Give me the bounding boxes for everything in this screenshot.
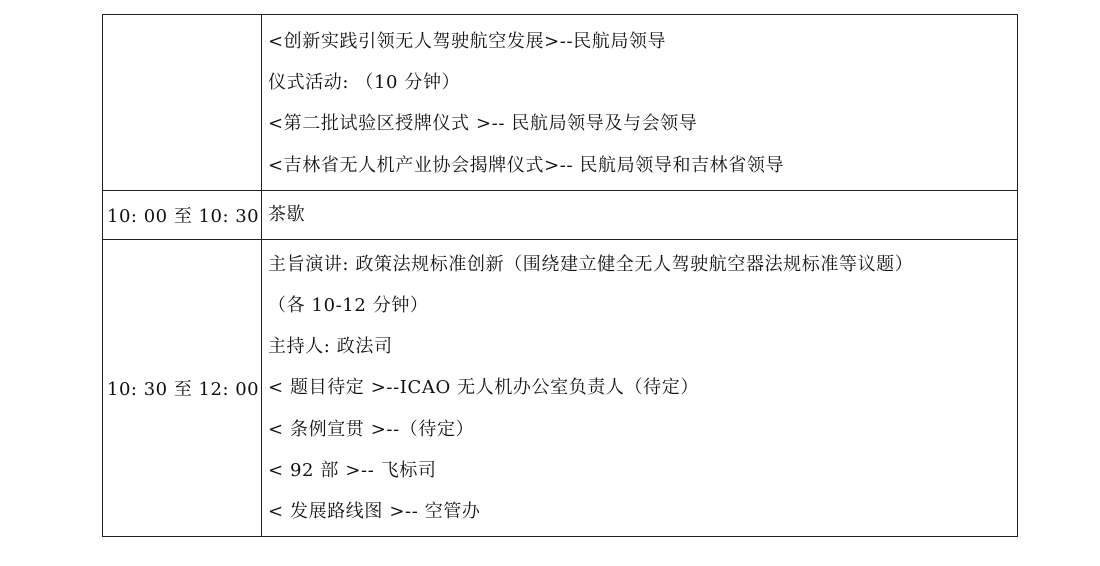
content-cell: [262, 15, 1018, 191]
agenda-line: <第二批试验区授牌仪式 >-- 民航局领导及与会领导: [268, 113, 698, 135]
content-cell: [262, 239, 1018, 536]
agenda-line: < 92 部 >-- 飞标司: [268, 459, 437, 481]
agenda-line: 仪式活动: （10 分钟）: [268, 72, 461, 94]
agenda-table: [102, 14, 1018, 537]
agenda-line: 主持人: 政法司: [268, 336, 393, 358]
agenda-line: < 发展路线图 >-- 空管办: [268, 500, 481, 522]
agenda-line: <吉林省无人机产业协会揭牌仪式>-- 民航局领导和吉林省领导: [268, 154, 785, 176]
agenda-line: 主旨演讲: 政策法规标准创新（围绕建立健全无人驾驶航空器法规标准等议题）: [268, 253, 914, 275]
agenda-line: < 条例宣贯 >--（待定）: [268, 418, 475, 440]
agenda-line: （各 10-12 分钟）: [268, 294, 429, 316]
agenda-line: < 题目待定 >--ICAO 无人机办公室负责人（待定）: [268, 377, 699, 399]
time-cell: 10: 00 至 10: 30: [103, 190, 262, 239]
agenda-line: 茶歇: [268, 204, 306, 226]
agenda-row: [103, 15, 1018, 191]
agenda-row: [103, 239, 1018, 536]
content-cell: [262, 190, 1018, 239]
time-cell: [103, 15, 262, 191]
time-cell: 10: 30 至 12: 00: [103, 239, 262, 536]
agenda-line: <创新实践引领无人驾驶航空发展>--民航局领导: [268, 31, 667, 52]
agenda-row: [103, 190, 1018, 239]
